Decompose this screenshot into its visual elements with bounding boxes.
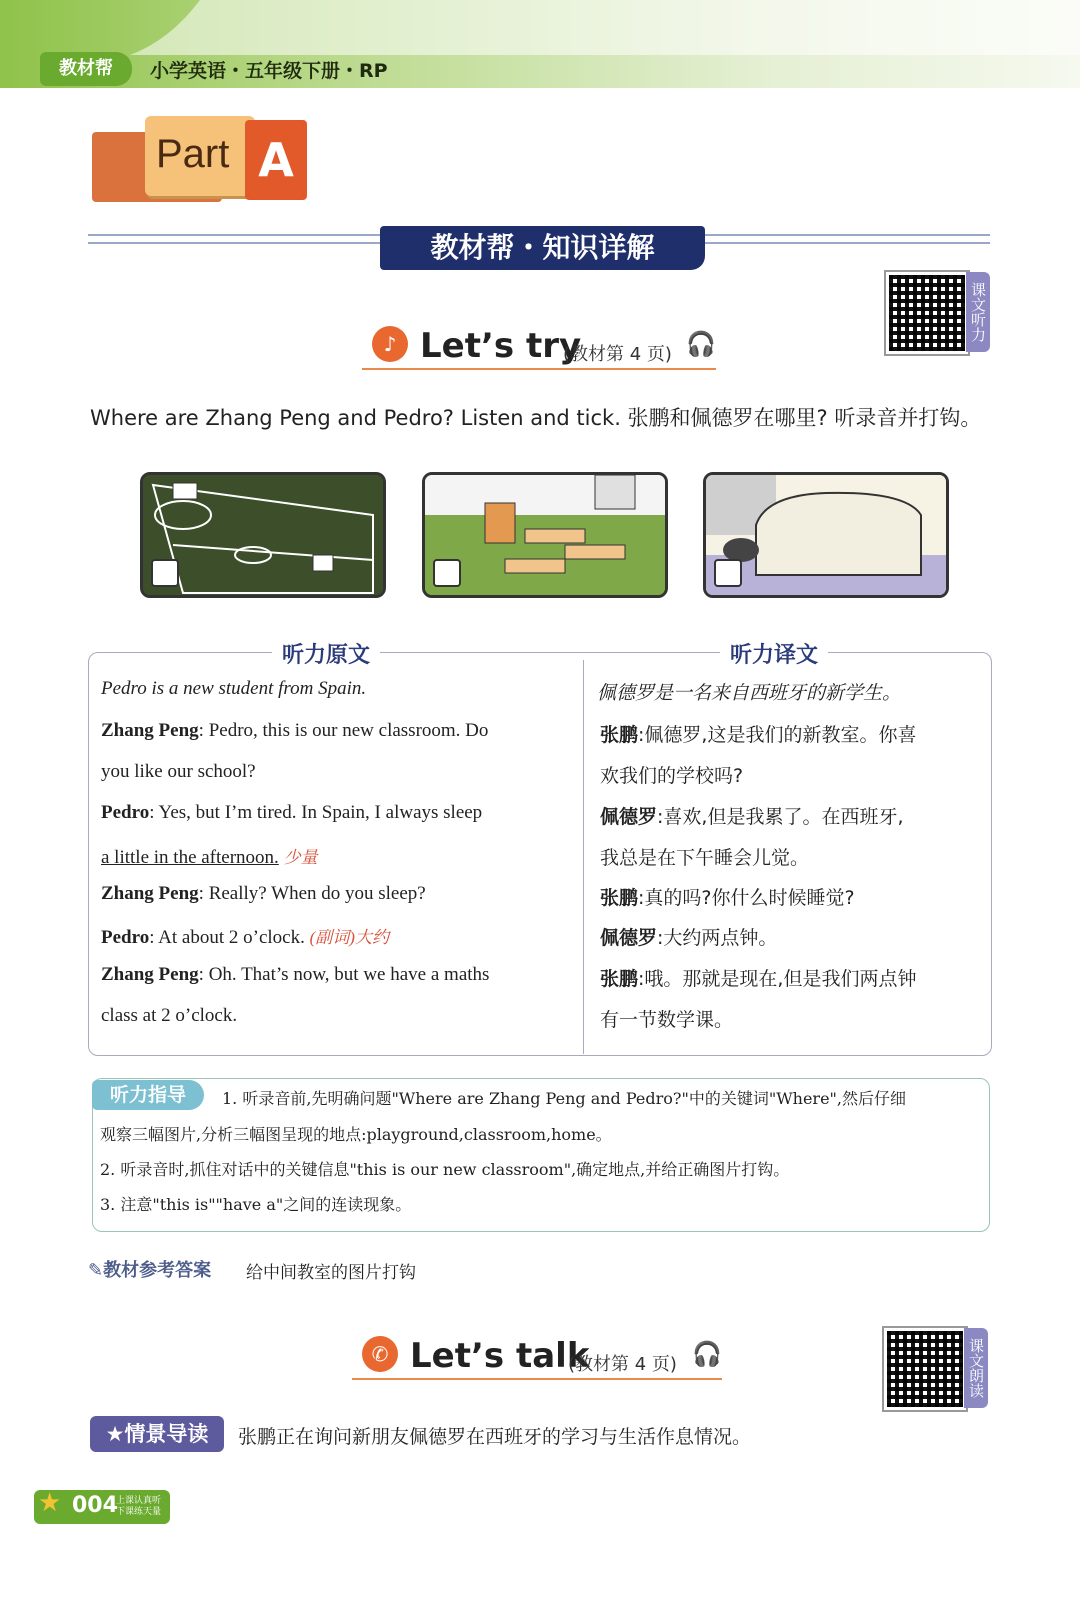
translation-heading: 听力译文 [720, 638, 828, 669]
qr-code-listening[interactable] [886, 272, 968, 354]
picture-home [703, 472, 949, 598]
speaker: Pedro [101, 927, 150, 948]
original-heading: 听力原文 [272, 638, 380, 669]
picture-playground [140, 472, 386, 598]
answer-text: 给中间教室的图片打钩 [246, 1263, 416, 1283]
en-line-2a [101, 802, 482, 824]
cn-line-2a [600, 802, 904, 829]
brand-tag: 教材帮 [40, 52, 132, 86]
en-line-2b [101, 843, 318, 869]
lets-try-page-ref: (教材第 4 页) [563, 344, 672, 365]
cn-text: :真的吗?你什么时候睡觉? [638, 887, 855, 909]
cn-text: :大约两点钟。 [657, 927, 778, 949]
speaker: Pedro [101, 802, 150, 823]
en-text: : At about 2 o’clock. [149, 927, 305, 948]
cn-line-1a [600, 720, 916, 747]
cn-line-2b: 我总是在下午睡会儿觉。 [600, 847, 810, 869]
speaker: 张鹏 [600, 968, 639, 990]
lets-talk-page-ref: (教材第 4 页) [568, 1354, 677, 1375]
en-line-5a [101, 964, 489, 986]
audio-icon: ♪ [372, 326, 408, 362]
lets-try-title: Let’s try [420, 326, 582, 366]
speaker: 张鹏 [600, 724, 639, 746]
pen-icon: ✎ [88, 1260, 104, 1281]
speaker: Zhang Peng [101, 964, 199, 985]
classroom-illustration [425, 475, 665, 595]
headphone-icon: 🎧 [692, 1340, 722, 1368]
guide-line-2: 观察三幅图片,分析三幅图呈现的地点:playground,classroom,home。 [100, 1125, 612, 1144]
picture-classroom [422, 472, 668, 598]
series-title: 小学英语・五年级下册・RP [150, 60, 388, 82]
tick-box-home[interactable] [714, 559, 742, 587]
lets-talk-title: Let’s talk [410, 1336, 590, 1376]
mascot-icon: ★ [38, 1488, 62, 1518]
cn-text: :佩德罗,这是我们的新教室。你喜 [638, 724, 917, 746]
en-text: : Pedro, this is our new classroom. Do [198, 720, 489, 741]
part-letter: A [245, 120, 307, 200]
en-intro: Pedro is a new student from Spain. [101, 678, 367, 699]
headphone-icon: 🎧 [686, 330, 716, 358]
section-banner: 教材帮・知识详解 [380, 226, 705, 270]
lets-try-underline [362, 368, 716, 370]
annotation-note: 少量 [283, 848, 318, 867]
cn-line-1b: 欢我们的学校吗? [600, 765, 744, 787]
en-line-3 [101, 883, 426, 905]
page-slogan: 上课认真听 下课练天量 [116, 1496, 162, 1517]
en-text: : Really? When do you sleep? [198, 883, 426, 904]
cn-intro: 佩德罗是一名来自西班牙的新学生。 [597, 682, 902, 704]
en-line-4 [101, 923, 389, 949]
living-room-illustration [706, 475, 946, 595]
playground-court-illustration [143, 475, 383, 595]
en-line-5b: class at 2 o’clock. [101, 1005, 238, 1026]
tick-box-classroom[interactable] [433, 559, 461, 587]
page-number: 004 [72, 1493, 118, 1518]
speaker: Zhang Peng [101, 720, 199, 741]
banner-rule-right [705, 234, 990, 244]
en-line-1a [101, 720, 488, 742]
cn-text: :哦。那就是现在,但是我们两点钟 [638, 968, 917, 990]
cn-line-5b: 有一节数学课。 [600, 1009, 734, 1031]
transcript-divider [583, 660, 584, 1054]
star-icon: ★ [105, 1422, 125, 1446]
speaker: Zhang Peng [101, 883, 199, 904]
en-text: : Oh. That’s now, but we have a maths [198, 964, 490, 985]
scene-guide-tag: ★情景导读 [90, 1416, 224, 1452]
cn-line-4 [600, 923, 777, 950]
en-text: : Yes, but I’m tired. In Spain, I always sleep [149, 802, 483, 823]
speaker: 佩德罗 [600, 806, 658, 828]
guide-line-4: 3. 注意"this is""have a"之间的连读现象。 [100, 1195, 412, 1214]
banner-rule-left [88, 234, 380, 244]
talk-icon: ✆ [362, 1336, 398, 1372]
qr-tab-reading: 课文朗读 [964, 1328, 988, 1408]
speaker: 张鹏 [600, 887, 639, 909]
cn-line-5a [600, 964, 916, 991]
en-line-1b: you like our school? [101, 761, 256, 782]
speaker: 佩德罗 [600, 927, 658, 949]
annotation-note: (副词)大约 [309, 928, 389, 947]
scene-guide-text: 张鹏正在询问新朋友佩德罗在西班牙的学习与生活作息情况。 [238, 1426, 752, 1448]
lets-talk-underline [352, 1378, 722, 1380]
cn-text: :喜欢,但是我累了。在西班牙, [657, 806, 904, 828]
guide-line-1: 1. 听录音前,先明确问题"Where are Zhang Peng and Pedro?"中的关键词"Where",然后仔细 [222, 1089, 906, 1108]
instruction-text: Where are Zhang Peng and Pedro? Listen and tick. 张鹏和佩德罗在哪里? 听录音并打钩。 [90, 406, 982, 430]
cn-line-3 [600, 883, 855, 910]
tick-box-playground[interactable] [151, 559, 179, 587]
listening-guide-tag: 听力指导 [92, 1080, 204, 1110]
qr-code-reading[interactable] [884, 1328, 966, 1410]
guide-line-3: 2. 听录音时,抓住对话中的关键信息"this is our new classroom",确定地点,并给正确图片打钩。 [100, 1160, 790, 1179]
en-text: a little in the afternoon. [101, 847, 279, 868]
qr-tab-listening: 课文听力 [966, 272, 990, 352]
part-word: Part [156, 132, 230, 176]
answer-label: ✎教材参考答案 [88, 1260, 212, 1281]
